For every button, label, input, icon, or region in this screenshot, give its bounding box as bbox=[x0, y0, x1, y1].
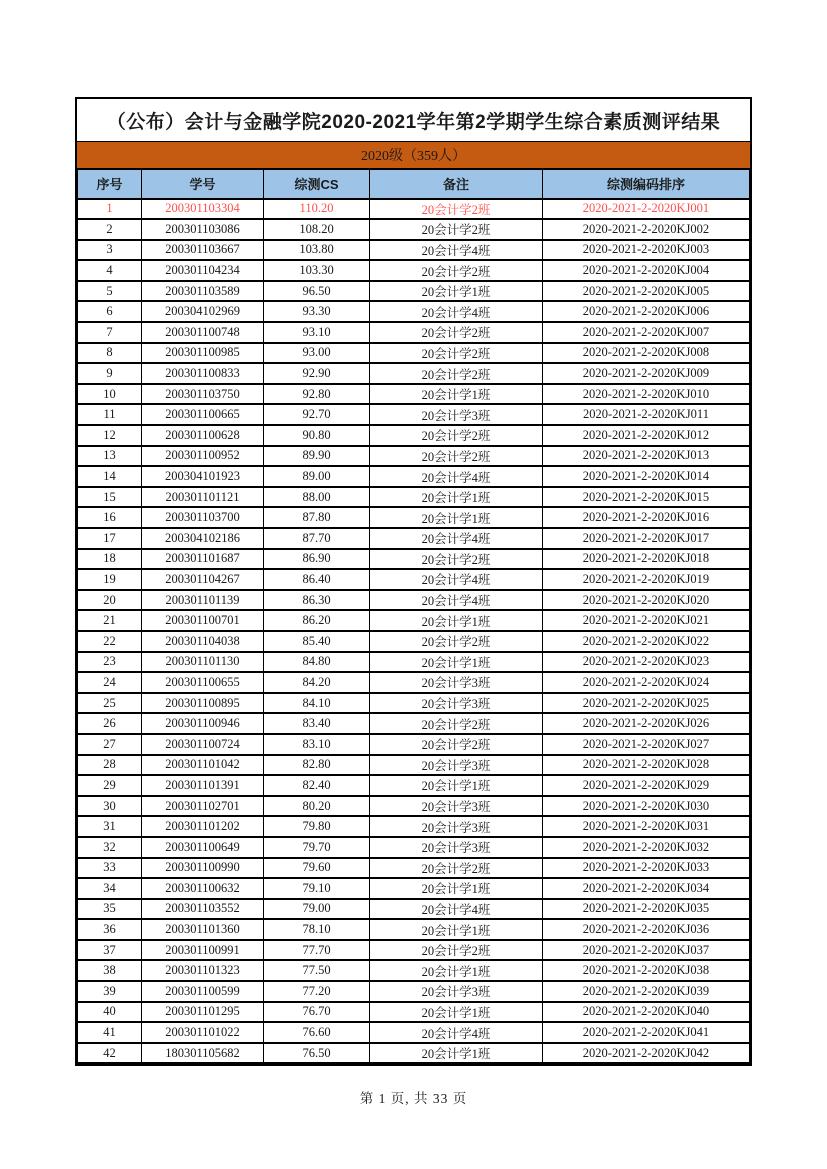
cell-code: 2020-2021-2-2020KJ006 bbox=[543, 301, 750, 322]
cell-code: 2020-2021-2-2020KJ012 bbox=[543, 425, 750, 446]
cell-score: 76.70 bbox=[264, 1002, 370, 1023]
cell-index: 1 bbox=[78, 199, 142, 220]
table-row bbox=[78, 549, 750, 570]
table-row bbox=[78, 363, 750, 384]
cell-code: 2020-2021-2-2020KJ021 bbox=[543, 610, 750, 631]
cell-score: 76.50 bbox=[264, 1043, 370, 1064]
cell-student-id: 200301104267 bbox=[142, 569, 264, 590]
cell-student-id: 200301101042 bbox=[142, 755, 264, 776]
cell-code: 2020-2021-2-2020KJ040 bbox=[543, 1002, 750, 1023]
cell-index: 23 bbox=[78, 652, 142, 673]
cell-code: 2020-2021-2-2020KJ022 bbox=[543, 631, 750, 652]
cell-note: 20会计学4班 bbox=[370, 301, 543, 322]
cell-index: 11 bbox=[78, 404, 142, 425]
cell-code: 2020-2021-2-2020KJ014 bbox=[543, 466, 750, 487]
cell-score: 88.00 bbox=[264, 487, 370, 508]
cell-note: 20会计学1班 bbox=[370, 384, 543, 405]
cell-note: 20会计学2班 bbox=[370, 940, 543, 961]
cell-student-id: 200301101391 bbox=[142, 775, 264, 796]
table-row bbox=[78, 466, 750, 487]
cell-index: 13 bbox=[78, 446, 142, 467]
table-row bbox=[78, 199, 750, 220]
cell-student-id: 200301101295 bbox=[142, 1002, 264, 1023]
cell-student-id: 200301100952 bbox=[142, 446, 264, 467]
cell-code: 2020-2021-2-2020KJ038 bbox=[543, 960, 750, 981]
cell-note: 20会计学2班 bbox=[370, 446, 543, 467]
cell-index: 17 bbox=[78, 528, 142, 549]
results-table-header bbox=[78, 170, 750, 199]
cell-student-id: 200301100701 bbox=[142, 610, 264, 631]
cell-code: 2020-2021-2-2020KJ008 bbox=[543, 343, 750, 364]
cell-note: 20会计学1班 bbox=[370, 610, 543, 631]
table-row bbox=[78, 260, 750, 281]
header-student-id: 学号 bbox=[142, 170, 264, 199]
cell-student-id: 200301100655 bbox=[142, 672, 264, 693]
cell-index: 10 bbox=[78, 384, 142, 405]
cell-student-id: 200301102701 bbox=[142, 796, 264, 817]
cell-score: 103.80 bbox=[264, 240, 370, 261]
cell-student-id: 200301104234 bbox=[142, 260, 264, 281]
cell-score: 83.10 bbox=[264, 734, 370, 755]
table-row bbox=[78, 590, 750, 611]
cell-index: 41 bbox=[78, 1022, 142, 1043]
cell-student-id: 200301100895 bbox=[142, 693, 264, 714]
cell-student-id: 200301100985 bbox=[142, 343, 264, 364]
cell-score: 110.20 bbox=[264, 199, 370, 220]
table-row bbox=[78, 796, 750, 817]
cell-note: 20会计学2班 bbox=[370, 322, 543, 343]
table-row bbox=[78, 281, 750, 302]
cell-note: 20会计学4班 bbox=[370, 528, 543, 549]
cell-index: 15 bbox=[78, 487, 142, 508]
table-row bbox=[78, 672, 750, 693]
table-row bbox=[78, 1043, 750, 1064]
cell-student-id: 200301101687 bbox=[142, 549, 264, 570]
cell-index: 16 bbox=[78, 507, 142, 528]
cell-code: 2020-2021-2-2020KJ029 bbox=[543, 775, 750, 796]
table-row bbox=[78, 301, 750, 322]
cell-score: 78.10 bbox=[264, 919, 370, 940]
table-row bbox=[78, 343, 750, 364]
table-row bbox=[78, 816, 750, 837]
cell-code: 2020-2021-2-2020KJ035 bbox=[543, 899, 750, 920]
page-number-footer: 第 1 页, 共 33 页 bbox=[359, 1091, 468, 1106]
cell-index: 7 bbox=[78, 322, 142, 343]
results-sheet bbox=[75, 97, 752, 1066]
cell-code: 2020-2021-2-2020KJ028 bbox=[543, 755, 750, 776]
cell-score: 84.20 bbox=[264, 672, 370, 693]
cell-score: 87.70 bbox=[264, 528, 370, 549]
cell-student-id: 200301103667 bbox=[142, 240, 264, 261]
cell-student-id: 200301103700 bbox=[142, 507, 264, 528]
cell-score: 79.60 bbox=[264, 858, 370, 879]
cell-score: 90.80 bbox=[264, 425, 370, 446]
cell-note: 20会计学4班 bbox=[370, 466, 543, 487]
cell-code: 2020-2021-2-2020KJ026 bbox=[543, 713, 750, 734]
cell-note: 20会计学1班 bbox=[370, 878, 543, 899]
cell-note: 20会计学3班 bbox=[370, 981, 543, 1002]
cell-index: 18 bbox=[78, 549, 142, 570]
cell-score: 93.00 bbox=[264, 343, 370, 364]
cell-student-id: 200301100632 bbox=[142, 878, 264, 899]
cell-score: 83.40 bbox=[264, 713, 370, 734]
table-row bbox=[78, 446, 750, 467]
cell-code: 2020-2021-2-2020KJ036 bbox=[543, 919, 750, 940]
cell-index: 21 bbox=[78, 610, 142, 631]
table-row bbox=[78, 734, 750, 755]
cell-code: 2020-2021-2-2020KJ011 bbox=[543, 404, 750, 425]
cell-code: 2020-2021-2-2020KJ030 bbox=[543, 796, 750, 817]
table-row bbox=[78, 837, 750, 858]
cell-student-id: 200301103552 bbox=[142, 899, 264, 920]
table-row bbox=[78, 775, 750, 796]
cell-student-id: 200301100665 bbox=[142, 404, 264, 425]
cell-student-id: 200301103589 bbox=[142, 281, 264, 302]
cell-student-id: 200301101121 bbox=[142, 487, 264, 508]
results-table bbox=[77, 169, 750, 1064]
cell-score: 85.40 bbox=[264, 631, 370, 652]
cell-note: 20会计学3班 bbox=[370, 816, 543, 837]
cohort-banner: 2020级（359人） bbox=[77, 142, 750, 169]
header-note: 备注 bbox=[370, 170, 543, 199]
cell-index: 4 bbox=[78, 260, 142, 281]
cell-note: 20会计学2班 bbox=[370, 425, 543, 446]
cell-code: 2020-2021-2-2020KJ016 bbox=[543, 507, 750, 528]
cell-note: 20会计学1班 bbox=[370, 281, 543, 302]
table-row bbox=[78, 384, 750, 405]
cell-score: 86.20 bbox=[264, 610, 370, 631]
cell-note: 20会计学4班 bbox=[370, 899, 543, 920]
cell-note: 20会计学2班 bbox=[370, 549, 543, 570]
cell-score: 79.00 bbox=[264, 899, 370, 920]
cell-score: 77.20 bbox=[264, 981, 370, 1002]
cell-code: 2020-2021-2-2020KJ019 bbox=[543, 569, 750, 590]
header-score: 综测CS bbox=[264, 170, 370, 199]
table-row bbox=[78, 755, 750, 776]
cell-note: 20会计学2班 bbox=[370, 260, 543, 281]
cell-score: 89.90 bbox=[264, 446, 370, 467]
cell-code: 2020-2021-2-2020KJ013 bbox=[543, 446, 750, 467]
cell-student-id: 200301100628 bbox=[142, 425, 264, 446]
table-row bbox=[78, 1002, 750, 1023]
cell-student-id: 200301100991 bbox=[142, 940, 264, 961]
table-row bbox=[78, 487, 750, 508]
table-row bbox=[78, 693, 750, 714]
cell-index: 28 bbox=[78, 755, 142, 776]
cell-index: 32 bbox=[78, 837, 142, 858]
cell-student-id: 200301101139 bbox=[142, 590, 264, 611]
table-row bbox=[78, 507, 750, 528]
table-row bbox=[78, 569, 750, 590]
cell-student-id: 200301101360 bbox=[142, 919, 264, 940]
header-row bbox=[78, 170, 750, 199]
cell-score: 93.10 bbox=[264, 322, 370, 343]
cell-index: 42 bbox=[78, 1043, 142, 1064]
results-table-body bbox=[78, 199, 750, 1064]
cell-score: 84.80 bbox=[264, 652, 370, 673]
cell-score: 93.30 bbox=[264, 301, 370, 322]
cell-index: 29 bbox=[78, 775, 142, 796]
cell-student-id: 200304102969 bbox=[142, 301, 264, 322]
cell-note: 20会计学4班 bbox=[370, 569, 543, 590]
cell-student-id: 200304102186 bbox=[142, 528, 264, 549]
cell-student-id: 200301101022 bbox=[142, 1022, 264, 1043]
cell-code: 2020-2021-2-2020KJ027 bbox=[543, 734, 750, 755]
cell-code: 2020-2021-2-2020KJ007 bbox=[543, 322, 750, 343]
cell-index: 22 bbox=[78, 631, 142, 652]
header-code: 综测编码排序 bbox=[543, 170, 750, 199]
cell-score: 82.80 bbox=[264, 755, 370, 776]
table-row bbox=[78, 1022, 750, 1043]
cell-index: 33 bbox=[78, 858, 142, 879]
header-index: 序号 bbox=[78, 170, 142, 199]
cell-student-id: 200301101323 bbox=[142, 960, 264, 981]
table-row bbox=[78, 404, 750, 425]
cell-index: 40 bbox=[78, 1002, 142, 1023]
cell-note: 20会计学2班 bbox=[370, 199, 543, 220]
cell-score: 77.50 bbox=[264, 960, 370, 981]
cell-note: 20会计学3班 bbox=[370, 755, 543, 776]
table-row bbox=[78, 219, 750, 240]
cell-note: 20会计学3班 bbox=[370, 404, 543, 425]
cell-score: 79.70 bbox=[264, 837, 370, 858]
cell-student-id: 180301105682 bbox=[142, 1043, 264, 1064]
cell-student-id: 200301100724 bbox=[142, 734, 264, 755]
cell-score: 84.10 bbox=[264, 693, 370, 714]
cell-student-id: 200301100599 bbox=[142, 981, 264, 1002]
cell-index: 3 bbox=[78, 240, 142, 261]
cell-code: 2020-2021-2-2020KJ018 bbox=[543, 549, 750, 570]
cell-student-id: 200301104038 bbox=[142, 631, 264, 652]
cell-index: 27 bbox=[78, 734, 142, 755]
cell-index: 12 bbox=[78, 425, 142, 446]
cell-note: 20会计学4班 bbox=[370, 590, 543, 611]
cell-score: 76.60 bbox=[264, 1022, 370, 1043]
cell-student-id: 200301100946 bbox=[142, 713, 264, 734]
cell-note: 20会计学1班 bbox=[370, 919, 543, 940]
cell-note: 20会计学1班 bbox=[370, 1002, 543, 1023]
cell-code: 2020-2021-2-2020KJ023 bbox=[543, 652, 750, 673]
cell-score: 86.30 bbox=[264, 590, 370, 611]
cell-code: 2020-2021-2-2020KJ005 bbox=[543, 281, 750, 302]
table-row bbox=[78, 425, 750, 446]
cell-index: 38 bbox=[78, 960, 142, 981]
cell-note: 20会计学3班 bbox=[370, 672, 543, 693]
cell-score: 79.10 bbox=[264, 878, 370, 899]
table-row bbox=[78, 322, 750, 343]
cell-score: 80.20 bbox=[264, 796, 370, 817]
cell-index: 37 bbox=[78, 940, 142, 961]
cell-index: 34 bbox=[78, 878, 142, 899]
cell-code: 2020-2021-2-2020KJ034 bbox=[543, 878, 750, 899]
cell-note: 20会计学3班 bbox=[370, 796, 543, 817]
table-row bbox=[78, 960, 750, 981]
cell-note: 20会计学1班 bbox=[370, 507, 543, 528]
cell-index: 19 bbox=[78, 569, 142, 590]
cell-note: 20会计学2班 bbox=[370, 631, 543, 652]
cell-code: 2020-2021-2-2020KJ009 bbox=[543, 363, 750, 384]
table-row bbox=[78, 981, 750, 1002]
cell-score: 96.50 bbox=[264, 281, 370, 302]
cell-student-id: 200301103086 bbox=[142, 219, 264, 240]
table-row bbox=[78, 610, 750, 631]
cell-note: 20会计学3班 bbox=[370, 837, 543, 858]
cell-code: 2020-2021-2-2020KJ039 bbox=[543, 981, 750, 1002]
cell-student-id: 200304101923 bbox=[142, 466, 264, 487]
cell-index: 39 bbox=[78, 981, 142, 1002]
cell-index: 35 bbox=[78, 899, 142, 920]
cell-student-id: 200301100990 bbox=[142, 858, 264, 879]
cell-code: 2020-2021-2-2020KJ010 bbox=[543, 384, 750, 405]
cell-note: 20会计学3班 bbox=[370, 693, 543, 714]
page-title: （公布）会计与金融学院2020-2021学年第2学期学生综合素质测评结果 bbox=[77, 99, 750, 142]
table-row bbox=[78, 878, 750, 899]
cell-code: 2020-2021-2-2020KJ024 bbox=[543, 672, 750, 693]
table-row bbox=[78, 899, 750, 920]
cell-student-id: 200301101130 bbox=[142, 652, 264, 673]
cell-code: 2020-2021-2-2020KJ015 bbox=[543, 487, 750, 508]
cell-note: 20会计学4班 bbox=[370, 1022, 543, 1043]
cell-index: 8 bbox=[78, 343, 142, 364]
cell-note: 20会计学2班 bbox=[370, 343, 543, 364]
cell-code: 2020-2021-2-2020KJ032 bbox=[543, 837, 750, 858]
cell-note: 20会计学1班 bbox=[370, 960, 543, 981]
cell-score: 87.80 bbox=[264, 507, 370, 528]
table-row bbox=[78, 652, 750, 673]
cell-note: 20会计学2班 bbox=[370, 713, 543, 734]
cell-index: 30 bbox=[78, 796, 142, 817]
cell-index: 6 bbox=[78, 301, 142, 322]
cell-score: 86.90 bbox=[264, 549, 370, 570]
cell-score: 86.40 bbox=[264, 569, 370, 590]
cell-code: 2020-2021-2-2020KJ025 bbox=[543, 693, 750, 714]
cell-note: 20会计学1班 bbox=[370, 652, 543, 673]
cell-score: 77.70 bbox=[264, 940, 370, 961]
cell-student-id: 200301100748 bbox=[142, 322, 264, 343]
cell-note: 20会计学2班 bbox=[370, 858, 543, 879]
cell-score: 79.80 bbox=[264, 816, 370, 837]
table-row bbox=[78, 858, 750, 879]
cell-code: 2020-2021-2-2020KJ033 bbox=[543, 858, 750, 879]
cell-score: 89.00 bbox=[264, 466, 370, 487]
cell-student-id: 200301100833 bbox=[142, 363, 264, 384]
cell-note: 20会计学1班 bbox=[370, 487, 543, 508]
cell-code: 2020-2021-2-2020KJ004 bbox=[543, 260, 750, 281]
cell-note: 20会计学2班 bbox=[370, 363, 543, 384]
cell-code: 2020-2021-2-2020KJ017 bbox=[543, 528, 750, 549]
cell-index: 25 bbox=[78, 693, 142, 714]
cell-student-id: 200301100649 bbox=[142, 837, 264, 858]
cell-note: 20会计学1班 bbox=[370, 1043, 543, 1064]
table-row bbox=[78, 240, 750, 261]
table-row bbox=[78, 919, 750, 940]
table-row bbox=[78, 940, 750, 961]
cell-note: 20会计学1班 bbox=[370, 775, 543, 796]
table-row bbox=[78, 631, 750, 652]
table-row bbox=[78, 528, 750, 549]
cell-index: 2 bbox=[78, 219, 142, 240]
cell-note: 20会计学4班 bbox=[370, 240, 543, 261]
cell-score: 92.80 bbox=[264, 384, 370, 405]
cell-score: 82.40 bbox=[264, 775, 370, 796]
cell-index: 26 bbox=[78, 713, 142, 734]
cell-code: 2020-2021-2-2020KJ003 bbox=[543, 240, 750, 261]
cell-index: 31 bbox=[78, 816, 142, 837]
cell-score: 108.20 bbox=[264, 219, 370, 240]
cell-score: 92.70 bbox=[264, 404, 370, 425]
cell-index: 9 bbox=[78, 363, 142, 384]
cell-score: 92.90 bbox=[264, 363, 370, 384]
cell-note: 20会计学2班 bbox=[370, 219, 543, 240]
cell-code: 2020-2021-2-2020KJ031 bbox=[543, 816, 750, 837]
cell-code: 2020-2021-2-2020KJ002 bbox=[543, 219, 750, 240]
cell-code: 2020-2021-2-2020KJ042 bbox=[543, 1043, 750, 1064]
cell-index: 14 bbox=[78, 466, 142, 487]
cell-code: 2020-2021-2-2020KJ020 bbox=[543, 590, 750, 611]
cell-code: 2020-2021-2-2020KJ041 bbox=[543, 1022, 750, 1043]
cell-student-id: 200301101202 bbox=[142, 816, 264, 837]
cell-student-id: 200301103304 bbox=[142, 199, 264, 220]
cell-index: 24 bbox=[78, 672, 142, 693]
cell-note: 20会计学2班 bbox=[370, 734, 543, 755]
cell-code: 2020-2021-2-2020KJ037 bbox=[543, 940, 750, 961]
cell-index: 5 bbox=[78, 281, 142, 302]
cell-student-id: 200301103750 bbox=[142, 384, 264, 405]
cell-code: 2020-2021-2-2020KJ001 bbox=[543, 199, 750, 220]
cell-index: 20 bbox=[78, 590, 142, 611]
table-row bbox=[78, 713, 750, 734]
cell-index: 36 bbox=[78, 919, 142, 940]
cell-score: 103.30 bbox=[264, 260, 370, 281]
